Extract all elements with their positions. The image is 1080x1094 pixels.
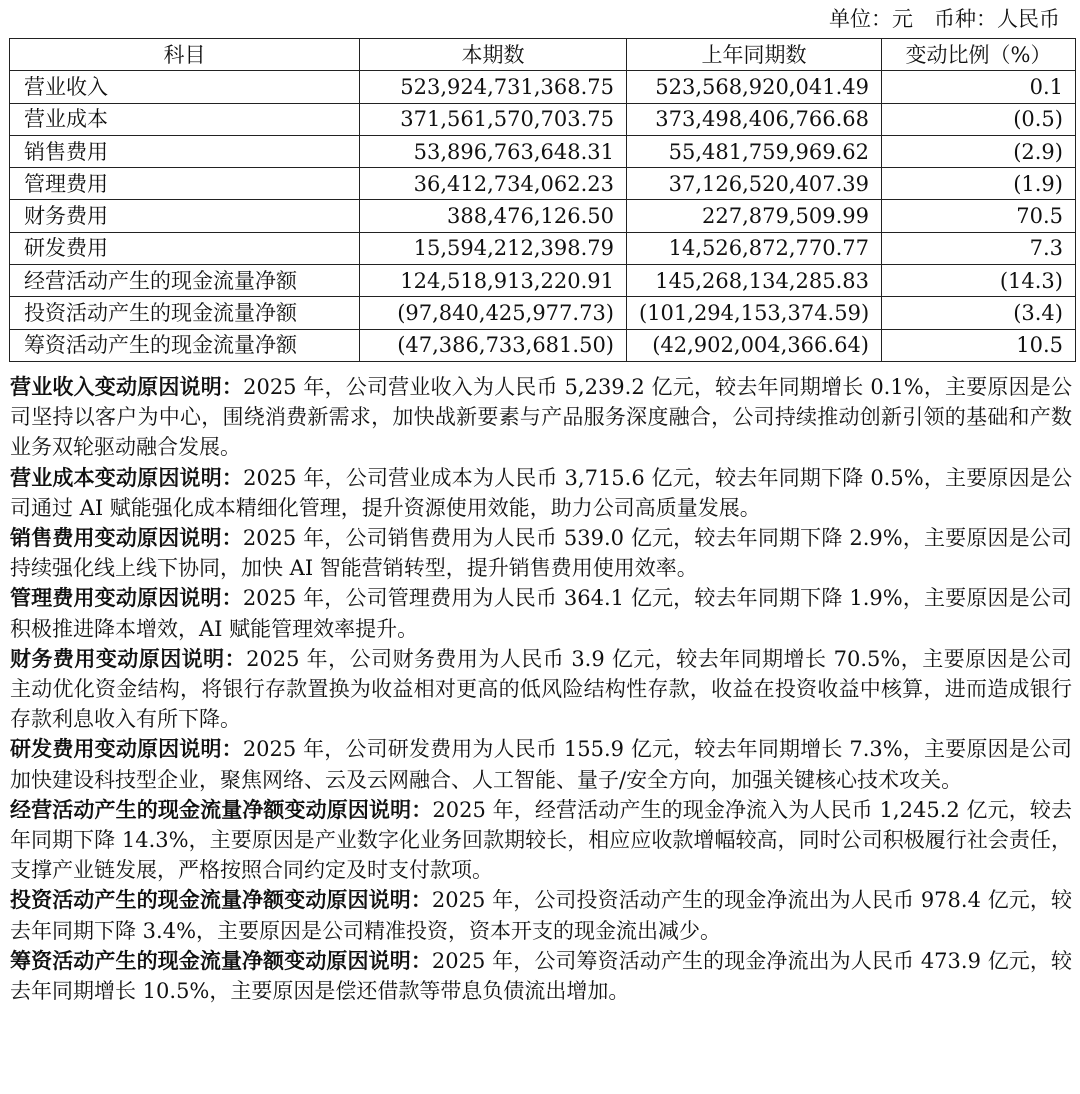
row-change: (2.9) [882,135,1076,167]
row-subject: 投资活动产生的现金流量净额 [10,297,360,329]
table-row [10,103,1076,135]
header-current-period: 本期数 [360,39,627,71]
row-change: 7.3 [882,232,1076,264]
table-row [10,297,1076,329]
row-current: 36,412,734,062.23 [360,168,627,200]
row-subject: 管理费用 [10,168,360,200]
table-row [10,168,1076,200]
note-text: 2025 年，公司销售费用为人民币 539.0 亿元，较去年同期下降 2.9%，主要原因是公司持续强化线上线下协同，加快 AI 智能营销转型，提升销售费用使用效率。 [10,526,1072,581]
row-change: (3.4) [882,297,1076,329]
row-current: 523,924,731,368.75 [360,71,627,103]
table-row [10,200,1076,232]
note-financing-cashflow [10,946,1072,1006]
note-operating-cost [10,463,1072,523]
row-current: 371,561,570,703.75 [360,103,627,135]
note-finance-expense [10,644,1072,735]
row-prior: 523,568,920,041.49 [627,71,882,103]
table-row [10,265,1076,297]
note-title: 投资活动产生的现金流量净额变动原因说明： [10,887,432,913]
row-prior: 373,498,406,766.68 [627,103,882,135]
note-title: 经营活动产生的现金流量净额变动原因说明： [10,796,433,822]
row-prior: 227,879,509.99 [627,200,882,232]
note-text: 2025 年，公司投资活动产生的现金净流出为人民币 978.4 亿元，较去年同期下降 3.4%，主要原因是公司精准投资，资本开支的现金流出减少。 [10,888,1072,943]
table-row [10,329,1076,361]
row-change: (1.9) [882,168,1076,200]
row-subject: 经营活动产生的现金流量净额 [10,265,360,297]
row-current: (97,840,425,977.73) [360,297,627,329]
row-subject: 财务费用 [10,200,360,232]
note-text: 2025 年，公司筹资活动产生的现金净流出为人民币 473.9 亿元，较去年同期增长 10.5%，主要原因是偿还借款等带息负债流出增加。 [10,948,1072,1004]
row-change: 70.5 [882,200,1076,232]
row-prior: (101,294,153,374.59) [627,297,882,329]
note-text: 2025 年，公司营业收入为人民币 5,239.2 亿元，较去年同期增长 0.1%，主要原因是公司坚持以客户为中心，围绕消费新需求，加快战新要素与产品服务深度融合，公司持续推动创新引领的基础和产数业务双轮驱动融合发展。 [10,375,1072,460]
row-current: (47,386,733,681.50) [360,329,627,361]
table-row [10,71,1076,103]
row-change: 10.5 [882,329,1076,361]
row-prior: 145,268,134,285.83 [627,265,882,297]
row-subject: 营业成本 [10,103,360,135]
note-investing-cashflow [10,885,1072,945]
row-current: 388,476,126.50 [360,200,627,232]
table-row [10,232,1076,264]
row-current: 53,896,763,648.31 [360,135,627,167]
note-text: 2025 年，公司研发费用为人民币 155.9 亿元，较去年同期增长 7.3%，主要原因是公司加快建设科技型企业，聚焦网络、云及云网融合、人工智能、量子/安全方向，加强关键核心技术攻关。 [10,737,1072,792]
row-prior: (42,902,004,366.64) [627,329,882,361]
note-title: 营业成本变动原因说明： [10,464,244,490]
note-rd-expense [10,734,1072,794]
note-operating-cashflow [10,795,1072,886]
row-subject: 研发费用 [10,232,360,264]
note-text: 2025 年，经营活动产生的现金净流入为人民币 1,245.2 亿元，较去年同期下降 14.3%，主要原因是产业数字化业务回款期较长，相应应收款增幅较高，同时公司积极履行社会责任，支撑产业链发展，严格按照合同约定及时支付款项。 [10,797,1072,883]
note-text: 2025 年，公司财务费用为人民币 3.9 亿元，较去年同期增长 70.5%，主要原因是公司主动优化资金结构，将银行存款置换为收益相对更高的低风险结构性存款，收益在投资收益中核算，进而造成银行存款利息收入有所下降。 [10,646,1072,732]
note-text: 2025 年，公司管理费用为人民币 364.1 亿元，较去年同期下降 1.9%，主要原因是公司积极推进降本增效，AI 赋能管理效率提升。 [10,586,1072,641]
note-title: 营业收入变动原因说明： [10,374,244,399]
table-row [10,135,1076,167]
row-subject: 筹资活动产生的现金流量净额 [10,329,360,361]
row-subject: 营业收入 [10,71,360,103]
note-selling-expense [10,523,1072,583]
header-change-ratio: 变动比例（%） [882,39,1076,71]
note-title: 销售费用变动原因说明： [10,525,243,551]
row-change: 0.1 [882,71,1076,103]
note-title: 管理费用变动原因说明： [10,585,243,611]
note-revenue [10,372,1072,463]
row-prior: 37,126,520,407.39 [627,168,882,200]
row-prior: 14,526,872,770.77 [627,232,882,264]
row-current: 124,518,913,220.91 [360,265,627,297]
row-prior: 55,481,759,969.62 [627,135,882,167]
note-admin-expense [10,583,1072,643]
row-change: (0.5) [882,103,1076,135]
header-prior-period: 上年同期数 [627,39,882,71]
note-text: 2025 年，公司营业成本为人民币 3,715.6 亿元，较去年同期下降 0.5%，主要原因是公司通过 AI 赋能强化成本精细化管理，提升资源使用效能，助力公司高质量发展。 [10,465,1072,520]
header-subject: 科目 [10,39,360,71]
row-current: 15,594,212,398.79 [360,232,627,264]
explanation-notes [10,372,1072,1006]
row-change: (14.3) [882,265,1076,297]
row-subject: 销售费用 [10,135,360,167]
note-title: 筹资活动产生的现金流量净额变动原因说明： [10,947,432,973]
note-title: 研发费用变动原因说明： [10,736,243,762]
note-title: 财务费用变动原因说明： [10,645,247,671]
table-header-row [10,39,1076,71]
unit-currency-label: 单位：元 币种：人民币 [829,7,1060,31]
financial-table [9,38,1076,362]
